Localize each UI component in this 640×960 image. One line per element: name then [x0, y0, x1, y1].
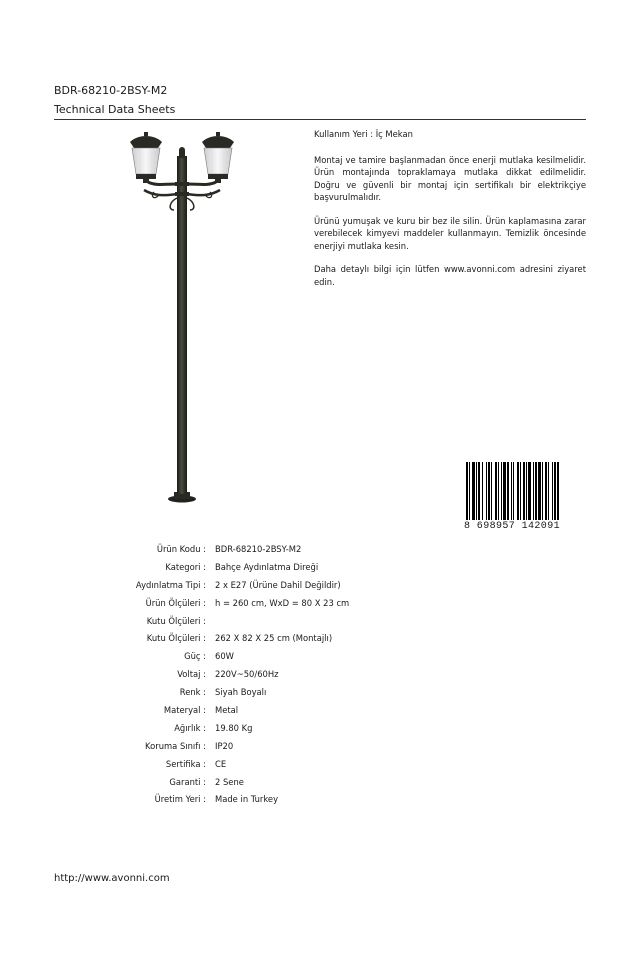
barcode-bar	[535, 462, 537, 520]
header-divider	[54, 119, 586, 120]
spec-row	[0, 598, 640, 616]
barcode-bar	[495, 462, 497, 520]
spec-label: Koruma Sınıfı :	[145, 740, 206, 751]
spec-label: Materyal :	[163, 705, 206, 716]
spec-row	[0, 669, 640, 687]
spec-label: Sertifika :	[165, 758, 206, 769]
barcode-bar	[545, 462, 547, 520]
barcode-bar	[533, 462, 534, 520]
spec-row	[0, 616, 640, 634]
barcode-bar	[528, 462, 531, 520]
barcode-bar	[491, 462, 492, 520]
barcode-bar	[478, 462, 480, 520]
spec-value: Bahçe Aydınlatma Direği	[215, 561, 319, 572]
spec-row	[0, 741, 640, 759]
spec-label: Üretim Yeri :	[154, 794, 206, 805]
barcode-bar	[520, 462, 521, 520]
spec-value: 60W	[215, 651, 234, 662]
barcode-bar	[476, 462, 477, 520]
spec-value: BDR-68210-2BSY-M2	[215, 544, 302, 554]
barcode-bar	[466, 462, 468, 520]
spec-value: 2 x E27 (Ürüne Dahil Değildir)	[215, 579, 341, 590]
safety-paragraph: Montaj ve tamire başlanmadan önce enerji mutlaka kesilmelidir. Ürün montajında topraklamaya mutlaka dikkat edilmelidir. Doğru ve güvenli bir montaj için sertifikalı bir elektrikçiye başvurulmalıdır.	[314, 154, 586, 202]
spec-label: Kutu Ölçüleri :	[146, 615, 206, 626]
barcode-bar	[511, 462, 512, 520]
barcode-bar	[472, 462, 475, 520]
barcode-bar	[507, 462, 509, 520]
sheet-subtitle: Technical Data Sheets	[54, 103, 176, 116]
barcode-bar	[488, 462, 490, 520]
spec-value: Siyah Boyalı	[215, 687, 267, 698]
barcode-bar	[538, 462, 541, 520]
spec-row	[0, 562, 640, 580]
lamp-post-image	[124, 130, 244, 505]
spec-label: Ürün Kodu :	[156, 544, 206, 554]
spec-label: Ağırlık :	[174, 722, 206, 733]
barcode-bar	[482, 462, 483, 520]
barcode-digits: 8 698957 142091	[464, 521, 561, 532]
barcode-bar	[552, 462, 553, 520]
barcode-bar	[513, 462, 514, 520]
spec-value: IP20	[215, 740, 234, 751]
spec-label: Renk :	[179, 687, 206, 698]
spec-label: Kutu Ölçüleri :	[146, 633, 206, 644]
spec-row	[0, 580, 640, 598]
usage-location: Kullanım Yeri : İç Mekan	[314, 129, 413, 139]
barcode-bar	[501, 462, 502, 520]
spec-label: Aydınlatma Tipi :	[135, 579, 206, 590]
spec-value: 220V~50/60Hz	[215, 669, 279, 680]
spec-row	[0, 687, 640, 705]
spec-value: CE	[215, 758, 227, 769]
barcode-bar	[486, 462, 487, 520]
spec-label: Güç :	[184, 651, 206, 662]
spec-value: 2 Sene	[215, 776, 244, 787]
spec-value: 262 X 82 X 25 cm (Montajlı)	[215, 633, 333, 644]
spec-label: Kategori :	[165, 561, 206, 572]
barcode-bar	[557, 462, 559, 520]
barcode-image	[466, 462, 584, 520]
barcode-bar	[554, 462, 556, 520]
spec-table	[0, 544, 640, 812]
info-block	[314, 128, 586, 299]
barcode-bar	[503, 462, 506, 520]
spec-label: Ürün Ölçüleri :	[145, 597, 206, 608]
spec-value: h = 260 cm, WxD = 80 X 23 cm	[215, 597, 350, 608]
product-code: BDR-68210-2BSY-M2	[54, 84, 168, 97]
spec-row	[0, 633, 640, 651]
cleaning-paragraph: Ürünü yumuşak ve kuru bir bez ile silin. Ürün kaplamasına zarar verebilecek kimyevi maddeler kullanmayın. Temizlik öncesinde enerjiyi mutlaka kesin.	[314, 215, 586, 251]
spec-value: Metal	[215, 705, 239, 716]
barcode-bar	[542, 462, 543, 520]
spec-label: Garanti :	[169, 776, 206, 787]
spec-row	[0, 705, 640, 723]
footer-url[interactable]: http://www.avonni.com	[54, 873, 170, 884]
barcode-bar	[498, 462, 499, 520]
barcode-bar	[469, 462, 470, 520]
more-info-paragraph: Daha detaylı bilgi için lütfen www.avonni.com adresini ziyaret edin.	[314, 264, 586, 287]
spec-row	[0, 651, 640, 669]
spec-row	[0, 794, 640, 812]
spec-row	[0, 723, 640, 741]
spec-label: Voltaj :	[177, 669, 206, 680]
barcode-bar	[526, 462, 527, 520]
barcode-bar	[517, 462, 519, 520]
spec-row	[0, 777, 640, 795]
barcode-bar	[548, 462, 549, 520]
spec-row	[0, 759, 640, 777]
spec-value: Made in Turkey	[215, 794, 279, 805]
spec-value: 19.80 Kg	[215, 722, 253, 733]
barcode-bar	[523, 462, 525, 520]
spec-row	[0, 544, 640, 562]
